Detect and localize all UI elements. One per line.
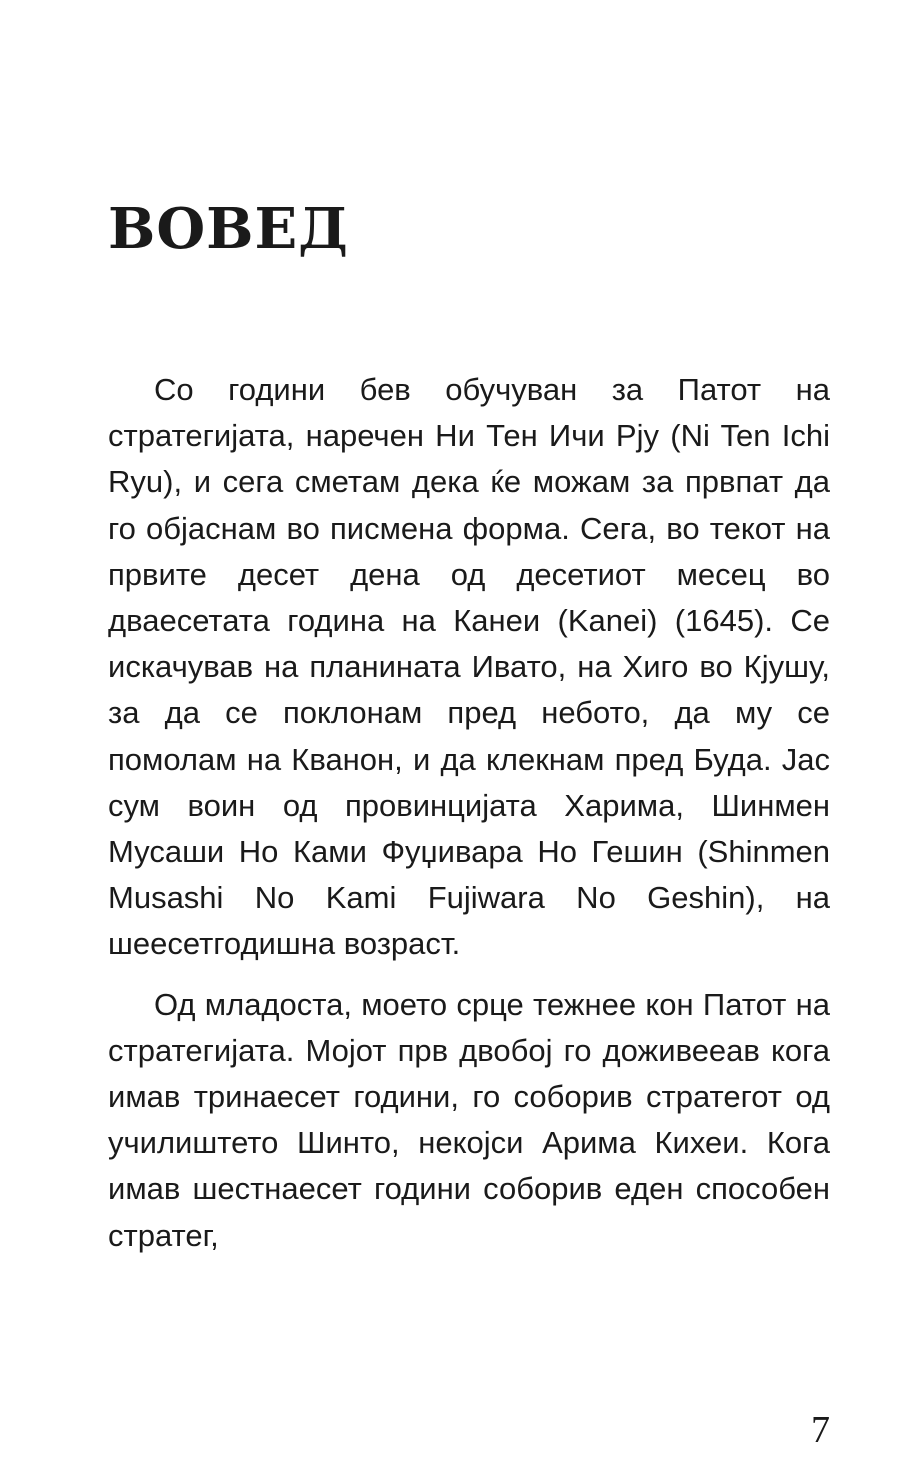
page-number: 7 — [811, 1409, 830, 1451]
paragraph-2: Од младоста, моето срце тежнее кон Патот на стратегијата. Мојот прв двобој го доживееав кога имав тринаесет години, го соборив стратегот од училиштето Шинто, некојси Арима Кихеи. Кога имав шестнаесет години соборив еден способен стратег, — [108, 986, 830, 1253]
body-text — [108, 367, 830, 1259]
paragraph-1: Со години бев обучуван за Патот на стратегијата, наречен Ни Тен Ичи Рју (Ni Ten Ichi Ryu), и сега сметам дека ќе можам за првпат да го објаснам во писмена форма. Сега, во текот на првите десет дена од десетиот месец во дваесетата година на Канеи (Kanei) (1645). Се искачував на планината Ивато, на Хиго во Кјушу, за да се поклонам пред небото, да му се помолам на Кванон, и да клекнам пред Буда. Јас сум воин од провинцијата Харима, Шинмен Мусаши Но Ками Фуџивара Но Гешин (Shinmen Musashi No Kami Fujiwara No Geshin), на шеесетгодишна возраст. — [108, 372, 830, 962]
chapter-title: ВОВЕД — [108, 196, 349, 262]
